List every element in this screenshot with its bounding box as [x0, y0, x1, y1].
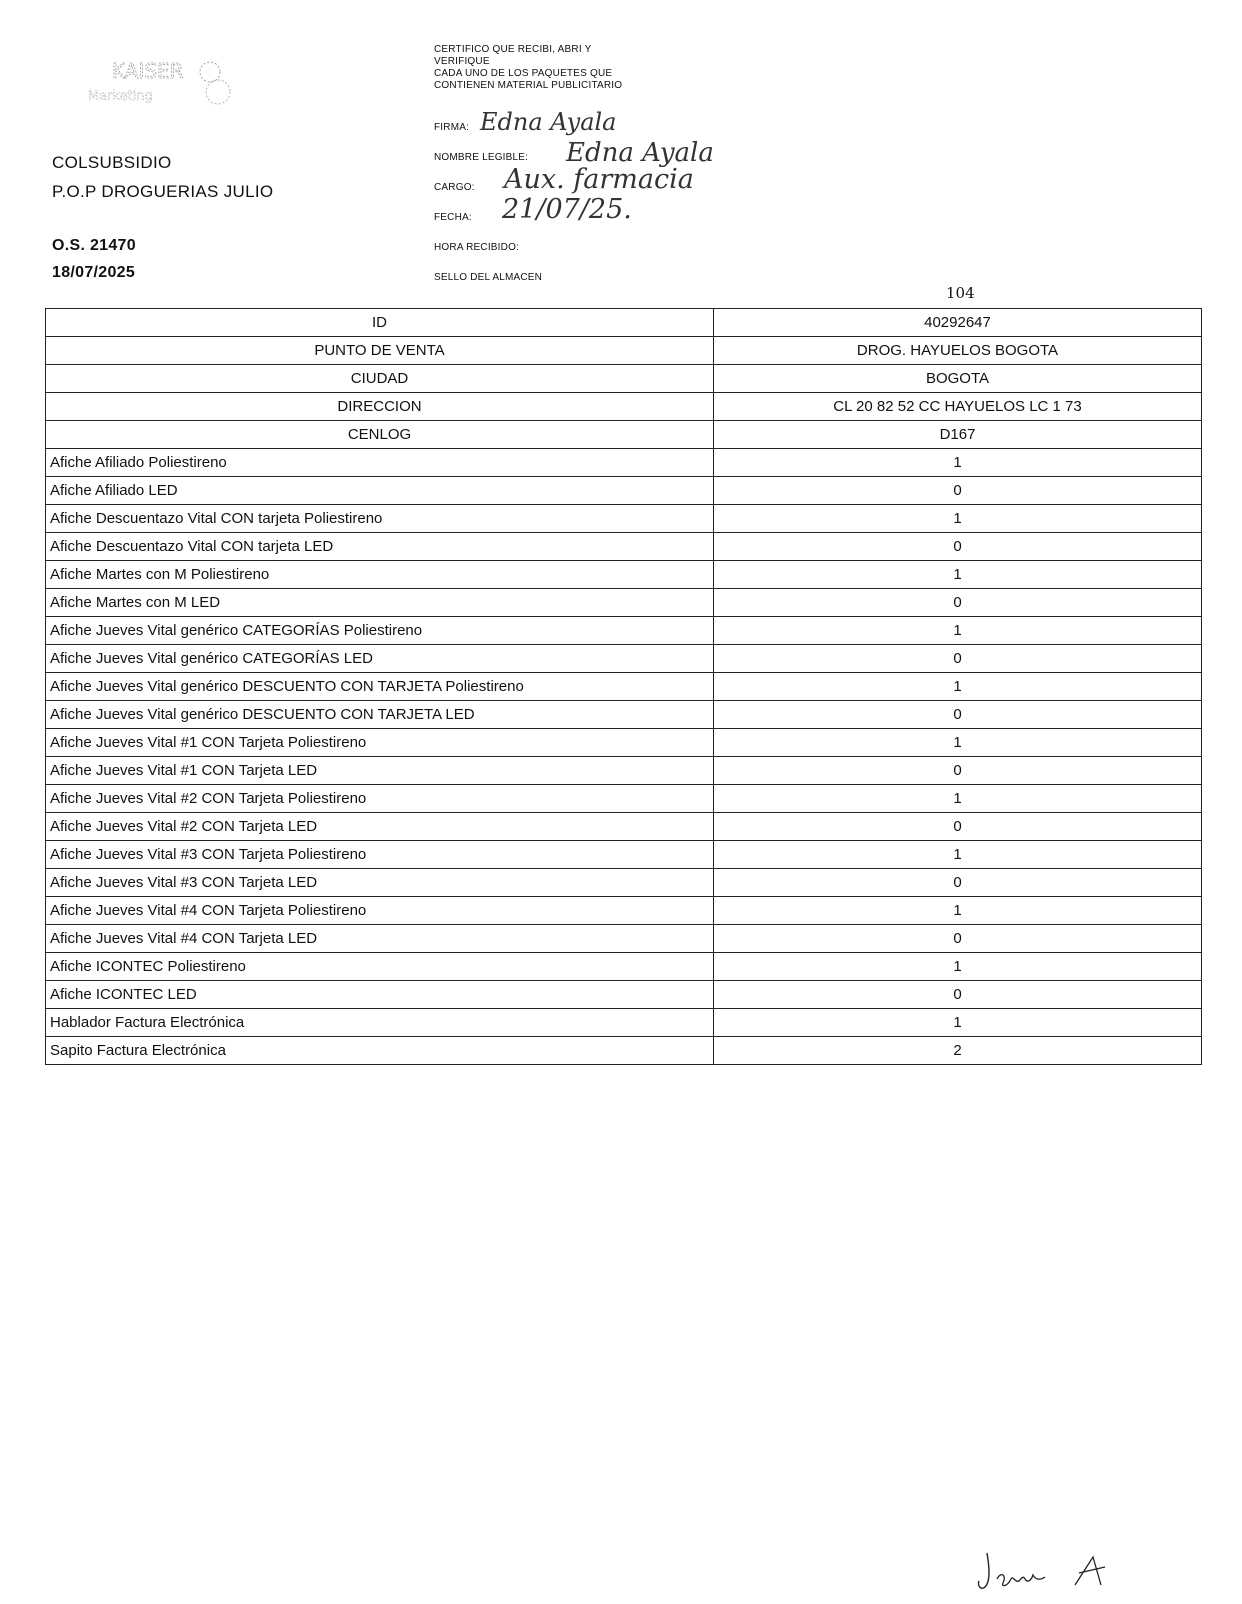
- hora-label: HORA RECIBIDO:: [434, 242, 520, 253]
- firma-value: Edna Ayala: [480, 108, 617, 136]
- item-name: Afiche Descuentazo Vital CON tarjeta LED: [46, 533, 714, 561]
- nombre-label: NOMBRE LEGIBLE:: [434, 152, 529, 163]
- item-name: Afiche Martes con M LED: [46, 589, 714, 617]
- sello-label: SELLO DEL ALMACEN: [434, 272, 543, 283]
- item-quantity: 0: [714, 533, 1202, 561]
- item-name: Hablador Factura Electrónica: [46, 1009, 714, 1037]
- svg-text:KAISER: KAISER: [112, 59, 184, 83]
- signature-graphic: [975, 1545, 1115, 1595]
- item-name: Afiche ICONTEC Poliestireno: [46, 953, 714, 981]
- item-name: Afiche ICONTEC LED: [46, 981, 714, 1009]
- id-value: 40292647: [714, 309, 1202, 337]
- item-quantity: 1: [714, 1009, 1202, 1037]
- signature: [975, 1545, 1115, 1595]
- item-quantity: 0: [714, 925, 1202, 953]
- table-row: [46, 925, 1202, 953]
- company-name: COLSUBSIDIO: [52, 153, 172, 172]
- punto-venta-label: PUNTO DE VENTA: [46, 337, 714, 365]
- item-quantity: 2: [714, 1037, 1202, 1065]
- item-quantity: 0: [714, 701, 1202, 729]
- id-label: ID: [46, 309, 714, 337]
- delivery-table: [45, 308, 1202, 1065]
- item-name: Afiche Descuentazo Vital CON tarjeta Poliestireno: [46, 505, 714, 533]
- item-quantity: 0: [714, 813, 1202, 841]
- table-row: [46, 869, 1202, 897]
- table-row: [46, 897, 1202, 925]
- item-name: Afiche Jueves Vital genérico DESCUENTO CON TARJETA Poliestireno: [46, 673, 714, 701]
- row-ciudad: [46, 365, 1202, 393]
- item-quantity: 1: [714, 617, 1202, 645]
- table-row: [46, 617, 1202, 645]
- table-row: [46, 729, 1202, 757]
- fecha-value: 21/07/25.: [502, 194, 632, 225]
- table-row: [46, 449, 1202, 477]
- page-count: 104: [946, 284, 975, 302]
- order-date: 18/07/2025: [52, 264, 136, 281]
- item-name: Afiche Jueves Vital #2 CON Tarjeta LED: [46, 813, 714, 841]
- item-quantity: 1: [714, 841, 1202, 869]
- item-name: Afiche Jueves Vital genérico CATEGORÍAS Poliestireno: [46, 617, 714, 645]
- fecha-label: FECHA:: [434, 212, 472, 223]
- statement-line: CERTIFICO QUE RECIBI, ABRI Y: [434, 44, 592, 55]
- row-cenlog: [46, 421, 1202, 449]
- table-row: [46, 701, 1202, 729]
- row-id: [46, 309, 1202, 337]
- item-quantity: 1: [714, 449, 1202, 477]
- item-quantity: 1: [714, 953, 1202, 981]
- ciudad-value: BOGOTA: [714, 365, 1202, 393]
- table-row: [46, 1009, 1202, 1037]
- ciudad-label: CIUDAD: [46, 365, 714, 393]
- statement-line: VERIFIQUE: [434, 56, 490, 67]
- item-quantity: 0: [714, 757, 1202, 785]
- item-name: Sapito Factura Electrónica: [46, 1037, 714, 1065]
- order-number: O.S. 21470: [52, 237, 136, 254]
- direccion-value: CL 20 82 52 CC HAYUELOS LC 1 73: [714, 393, 1202, 421]
- item-name: Afiche Afiliado Poliestireno: [46, 449, 714, 477]
- row-punto-venta: [46, 337, 1202, 365]
- table-row: [46, 953, 1202, 981]
- row-direccion: [46, 393, 1202, 421]
- company-subtitle: P.O.P DROGUERIAS JULIO: [52, 182, 274, 201]
- direccion-label: DIRECCION: [46, 393, 714, 421]
- table-row: [46, 813, 1202, 841]
- firma-label: FIRMA:: [434, 122, 470, 133]
- statement-line: CADA UNO DE LOS PAQUETES QUE: [434, 68, 613, 79]
- item-quantity: 1: [714, 505, 1202, 533]
- item-quantity: 0: [714, 981, 1202, 1009]
- table-row: [46, 533, 1202, 561]
- table-row: [46, 981, 1202, 1009]
- logo-graphic: [82, 52, 242, 114]
- item-quantity: 1: [714, 673, 1202, 701]
- item-quantity: 0: [714, 869, 1202, 897]
- item-name: Afiche Jueves Vital genérico CATEGORÍAS LED: [46, 645, 714, 673]
- table-row: [46, 561, 1202, 589]
- item-quantity: 0: [714, 589, 1202, 617]
- item-name: Afiche Jueves Vital genérico DESCUENTO CON TARJETA LED: [46, 701, 714, 729]
- item-quantity: 0: [714, 477, 1202, 505]
- table-row: [46, 841, 1202, 869]
- table-row: [46, 477, 1202, 505]
- item-quantity: 1: [714, 561, 1202, 589]
- company-logo: [82, 52, 242, 114]
- item-name: Afiche Jueves Vital #1 CON Tarjeta LED: [46, 757, 714, 785]
- item-quantity: 0: [714, 645, 1202, 673]
- table-row: [46, 673, 1202, 701]
- item-name: Afiche Jueves Vital #2 CON Tarjeta Poliestireno: [46, 785, 714, 813]
- punto-venta-value: DROG. HAYUELOS BOGOTA: [714, 337, 1202, 365]
- order-block: [52, 232, 136, 286]
- cenlog-value: D167: [714, 421, 1202, 449]
- item-name: Afiche Jueves Vital #1 CON Tarjeta Poliestireno: [46, 729, 714, 757]
- table-row: [46, 1037, 1202, 1065]
- table-row: [46, 645, 1202, 673]
- item-quantity: 1: [714, 729, 1202, 757]
- table-row: [46, 757, 1202, 785]
- item-quantity: 1: [714, 897, 1202, 925]
- nombre-value: Edna Ayala: [566, 138, 714, 168]
- svg-text:Marketing: Marketing: [88, 89, 153, 104]
- cargo-label: CARGO:: [434, 182, 475, 193]
- certificate-statement: [434, 44, 622, 92]
- item-quantity: 1: [714, 785, 1202, 813]
- table-row: [46, 589, 1202, 617]
- company-block: [52, 148, 273, 206]
- cargo-value: Aux. farmacia: [504, 164, 694, 195]
- item-name: Afiche Jueves Vital #4 CON Tarjeta Poliestireno: [46, 897, 714, 925]
- statement-line: CONTIENEN MATERIAL PUBLICITARIO: [434, 80, 623, 91]
- item-name: Afiche Jueves Vital #3 CON Tarjeta Poliestireno: [46, 841, 714, 869]
- cenlog-label: CENLOG: [46, 421, 714, 449]
- table-row: [46, 785, 1202, 813]
- table-row: [46, 505, 1202, 533]
- item-name: Afiche Martes con M Poliestireno: [46, 561, 714, 589]
- item-name: Afiche Jueves Vital #4 CON Tarjeta LED: [46, 925, 714, 953]
- item-name: Afiche Jueves Vital #3 CON Tarjeta LED: [46, 869, 714, 897]
- item-name: Afiche Afiliado LED: [46, 477, 714, 505]
